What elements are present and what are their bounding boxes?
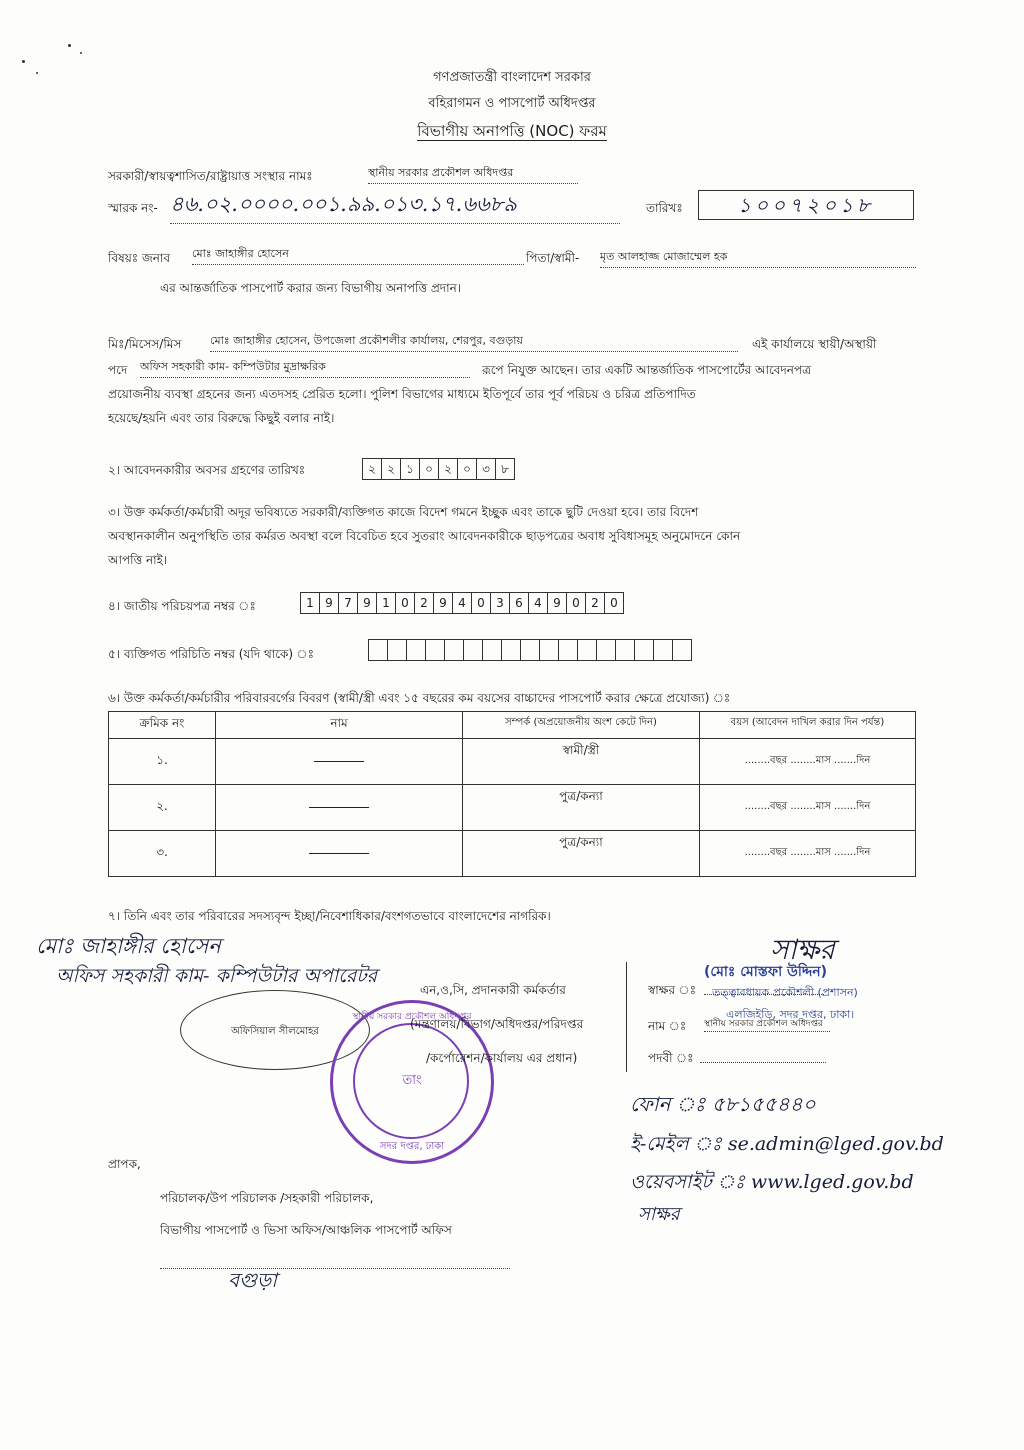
round-seal-bottom: সদর দপ্তর, ঢাকা bbox=[379, 1141, 445, 1152]
post-label-issuer: পদবী ঃ bbox=[648, 1051, 694, 1065]
digit-box: 2 bbox=[414, 592, 434, 614]
digit-box bbox=[539, 639, 559, 661]
table-row bbox=[109, 785, 916, 831]
digit-box: ১ bbox=[400, 458, 420, 480]
digit-box: 4 bbox=[452, 592, 472, 614]
digit-box: 4 bbox=[528, 592, 548, 614]
name-value: স্থানীয় সরকার প্রকৌশল অধিদপ্তর bbox=[704, 1016, 830, 1032]
digit-box: 0 bbox=[566, 592, 586, 614]
digit-box bbox=[368, 639, 388, 661]
digit-box bbox=[558, 639, 578, 661]
subject-label: বিষয়ঃ জনাব bbox=[108, 251, 171, 265]
family-table bbox=[108, 711, 916, 877]
row-relation: পুত্র/কন্যা bbox=[463, 785, 700, 831]
row-serial: ৩. bbox=[109, 831, 216, 877]
digit-box bbox=[463, 639, 483, 661]
digit-box: 9 bbox=[433, 592, 453, 614]
row-relation: পুত্র/কন্যা bbox=[463, 831, 700, 877]
memo-value: ৪৬.০২.০০০০.০০১.৯৯.০১৩.১৭.৬৬৮৯ bbox=[170, 188, 620, 224]
digit-box: 9 bbox=[357, 592, 377, 614]
table-row bbox=[109, 831, 916, 877]
para1-line2: রূপে নিযুক্ত আছেন। তার একটি আন্তর্জাতিক পাসপোর্টের আবেদনপত্র bbox=[482, 363, 811, 377]
handwritten-email: ই-মেইল ঃ se.admin@lged.gov.bd bbox=[630, 1133, 944, 1155]
subject-line: এর আন্তর্জাতিক পাসপোর্ট করার জন্য বিভাগীয় অনাপত্তি প্রদান। bbox=[160, 281, 462, 295]
org-value: স্থানীয় সরকার প্রকৌশল অধিদপ্তর bbox=[368, 164, 578, 184]
row-serial: ২. bbox=[109, 785, 216, 831]
name-label: নাম ঃ bbox=[648, 1019, 687, 1033]
stamp-post: তত্ত্বাবধায়ক প্রকৌশলী (প্রশাসন) bbox=[712, 986, 858, 999]
digit-box bbox=[387, 639, 407, 661]
col-age: বয়স (আবেদন দাখিল করার দিন পর্যন্ত) bbox=[700, 712, 916, 739]
row-name-dash bbox=[216, 831, 463, 877]
col-relation: সম্পর্ক (অপ্রয়োজনীয় অংশ কেটে দিন) bbox=[463, 712, 700, 739]
digit-box: 0 bbox=[471, 592, 491, 614]
handwritten-initials: সাক্ষর bbox=[638, 1204, 680, 1225]
table-row bbox=[109, 739, 916, 785]
family-label: ৬। উক্ত কর্মকর্তা/কর্মচারীর পরিবারবর্গের বিবরণ (স্বামী/স্ত্রী এবং ১৫ বছরের কম বয়সের বাচ্চাদের পাসপোর্ট করার ক্ষেত্রে প্রযোজ্য) ঃ bbox=[108, 691, 731, 705]
digit-box bbox=[596, 639, 616, 661]
digit-box bbox=[444, 639, 464, 661]
recipient-label: প্রাপক, bbox=[108, 1157, 141, 1171]
digit-box: 9 bbox=[547, 592, 567, 614]
digit-box bbox=[425, 639, 445, 661]
digit-box: ২ bbox=[438, 458, 458, 480]
header-line1: গণপ্রজাতন্ত্রী বাংলাদেশ সরকার bbox=[433, 70, 591, 85]
digit-box: 6 bbox=[509, 592, 529, 614]
issuer-corp: /কর্পোরেশন/কার্যালয় এর প্রধান) bbox=[426, 1051, 578, 1065]
digit-box bbox=[672, 639, 692, 661]
pin-boxes bbox=[368, 639, 691, 661]
item3-line2: অবস্থানকালীন অনুপস্থিতি তার কর্মরত অবস্থা বলে বিবেচিত হবে সুতরাং আবেদনকারীকে ছাড়পত্রের অবাধ সুবিধাসমূহ অনুমোদনে কোন bbox=[108, 529, 741, 543]
handwritten-signature: সাক্ষর bbox=[770, 933, 835, 966]
digit-box bbox=[501, 639, 521, 661]
item3-line3: আপত্তি নাই। bbox=[108, 553, 168, 567]
retire-date-boxes bbox=[362, 458, 514, 480]
digit-box bbox=[577, 639, 597, 661]
recipient-line2: বিভাগীয় পাসপোর্ট ও ভিসা অফিস/আঞ্চলিক পাসপোর্ট অফিস bbox=[160, 1223, 452, 1237]
father-label: পিতা/স্বামী- bbox=[526, 251, 580, 265]
digit-box: ২ bbox=[362, 458, 382, 480]
col-name: নাম bbox=[216, 712, 463, 739]
row-age: ........বছর ........মাস .......দিন bbox=[700, 831, 916, 877]
row-serial: ১. bbox=[109, 739, 216, 785]
digit-box bbox=[615, 639, 635, 661]
para1-tail: এই কার্যালয়ে স্থায়ী/অস্থায়ী bbox=[752, 337, 877, 351]
stamp-name: (মোঃ মোস্তফা উদ্দিন) bbox=[704, 964, 828, 980]
handwritten-web: ওয়েবসাইট ঃ www.lged.gov.bd bbox=[630, 1171, 914, 1193]
org-label: সরকারী/স্বায়ত্বশাসিত/রাষ্ট্রায়াত্ত সংস্থার নামঃ bbox=[108, 169, 313, 183]
header-line2: বহিরাগমন ও পাসপোর্ট অধিদপ্তর bbox=[428, 96, 596, 111]
digit-box: 7 bbox=[338, 592, 358, 614]
seal-label: অফিসিয়াল সীলমোহর bbox=[231, 1026, 319, 1037]
date-label: তারিখঃ bbox=[646, 201, 683, 215]
post-label: পদে bbox=[108, 363, 128, 377]
subject-name: মোঃ জাহাঙ্গীর হোসেন bbox=[192, 245, 524, 265]
recipient-handwritten: বগুড়া bbox=[228, 1268, 277, 1292]
recipient-blank-line bbox=[160, 1268, 510, 1269]
row-age: ........বছর ........মাস .......দিন bbox=[700, 785, 916, 831]
scan-speck bbox=[22, 60, 25, 63]
handwritten-phone: ফোন ঃ ৫৮১৫৫৪৪০ bbox=[630, 1092, 816, 1116]
round-seal-top: স্থানীয় সরকার প্রকৌশল অধিদপ্তর bbox=[352, 1012, 472, 1022]
digit-box bbox=[653, 639, 673, 661]
digit-box: ২ bbox=[381, 458, 401, 480]
stamp-org: এলজিইডি, সদর দপ্তর, ঢাকা। bbox=[726, 1008, 855, 1021]
digit-box bbox=[406, 639, 426, 661]
digit-box: 1 bbox=[376, 592, 396, 614]
digit-box: 9 bbox=[319, 592, 339, 614]
handwritten-post: অফিস সহকারী কাম- কম্পিউটার অপারেটর bbox=[56, 965, 378, 987]
pin-label: ৫। ব্যক্তিগত পরিচিতি নম্বর (যদি থাকে) ঃ bbox=[108, 647, 315, 661]
para1-name: মোঃ জাহাঙ্গীর হোসেন, উপজেলা প্রকৌশলীর কার্যালয়, শেরপুর, বগুড়ায় bbox=[210, 332, 738, 352]
digit-box: ৮ bbox=[495, 458, 515, 480]
post-line bbox=[700, 1062, 826, 1063]
row-name-dash bbox=[216, 739, 463, 785]
round-seal-date: তাং bbox=[402, 1073, 422, 1088]
scan-speck bbox=[80, 52, 82, 54]
col-serial: ক্রমিক নং bbox=[109, 712, 216, 739]
digit-box: ০ bbox=[419, 458, 439, 480]
digit-box: 0 bbox=[395, 592, 415, 614]
item7-label: ৭। তিনি এবং তার পরিবারের সদস্যবৃন্দ ইচ্ছা/নিবেশাধিকার/বংশগতভাবে বাংলাদেশের নাগরিক। bbox=[108, 909, 551, 923]
issuer-role: এন,ও,সি, প্রদানকারী কর্মকর্তার bbox=[420, 983, 566, 997]
form-title bbox=[0, 120, 1024, 145]
digit-box: 0 bbox=[604, 592, 624, 614]
form-title-text: বিভাগীয় অনাপত্তি (NOC) ফরম bbox=[417, 122, 607, 140]
nid-label: ৪। জাতীয় পরিচয়পত্র নম্বর ঃ bbox=[108, 599, 256, 613]
nid-boxes bbox=[300, 592, 623, 614]
father-value: মৃত আলহাজ্জ মোজাম্মেল হক bbox=[600, 248, 916, 268]
vertical-divider bbox=[626, 962, 627, 1072]
family-table-header bbox=[109, 712, 916, 739]
digit-box: 1 bbox=[300, 592, 320, 614]
digit-box: 2 bbox=[585, 592, 605, 614]
handwritten-name: মোঃ জাহাঙ্গীর হোসেন bbox=[36, 934, 221, 958]
digit-box bbox=[634, 639, 654, 661]
issuer-ministry: (মন্ত্রণালয়/বিভাগ/অধিদপ্তর/পরিদপ্তর bbox=[410, 1017, 584, 1031]
recipient-line1: পরিচালক/উপ পরিচালক /সহকারী পরিচালক, bbox=[160, 1191, 374, 1205]
digit-box bbox=[520, 639, 540, 661]
para1-line3: প্রয়োজনীয় ব্যবস্থা গ্রহনের জন্য এতদসহ প্রেরিত হলো। পুলিশ বিভাগের মাধ্যমে ইতিপূর্বে তার পূর্ব পরিচয় ও চরিত্র প্রতিপাদিত bbox=[108, 387, 696, 401]
memo-label: স্মারক নং- bbox=[108, 201, 158, 215]
sign-label: স্বাক্ষর ঃ bbox=[648, 983, 697, 997]
row-name-dash bbox=[216, 785, 463, 831]
scan-speck bbox=[68, 44, 71, 47]
date-value: ১০০৭২০১৮ bbox=[698, 190, 914, 220]
digit-box: ৩ bbox=[476, 458, 496, 480]
row-relation: স্বামী/স্ত্রী bbox=[463, 739, 700, 785]
row-age: ........বছর ........মাস .......দিন bbox=[700, 739, 916, 785]
digit-box: ০ bbox=[457, 458, 477, 480]
para1-prefix: মিঃ/মিসেস/মিস bbox=[108, 337, 182, 351]
digit-box: 3 bbox=[490, 592, 510, 614]
digit-box bbox=[482, 639, 502, 661]
retire-label: ২। আবেদনকারীর অবসর গ্রহণের তারিখঃ bbox=[108, 463, 306, 477]
post-value: অফিস সহকারী কাম- কম্পিউটার মুদ্রাক্ষরিক bbox=[140, 358, 470, 378]
para1-line4: হয়েছে/হয়নি এবং তার বিরুদ্ধে কিছুই বলার নাই। bbox=[108, 411, 335, 425]
item3-line1: ৩। উক্ত কর্মকর্তা/কর্মচারী অদূর ভবিষ্যতে সরকারী/ব্যক্তিগত কাজে বিদেশ গমনে ইচ্ছুক এবং তাকে ছুটি দেওয়া হবে। তার বিদেশ bbox=[108, 505, 699, 519]
